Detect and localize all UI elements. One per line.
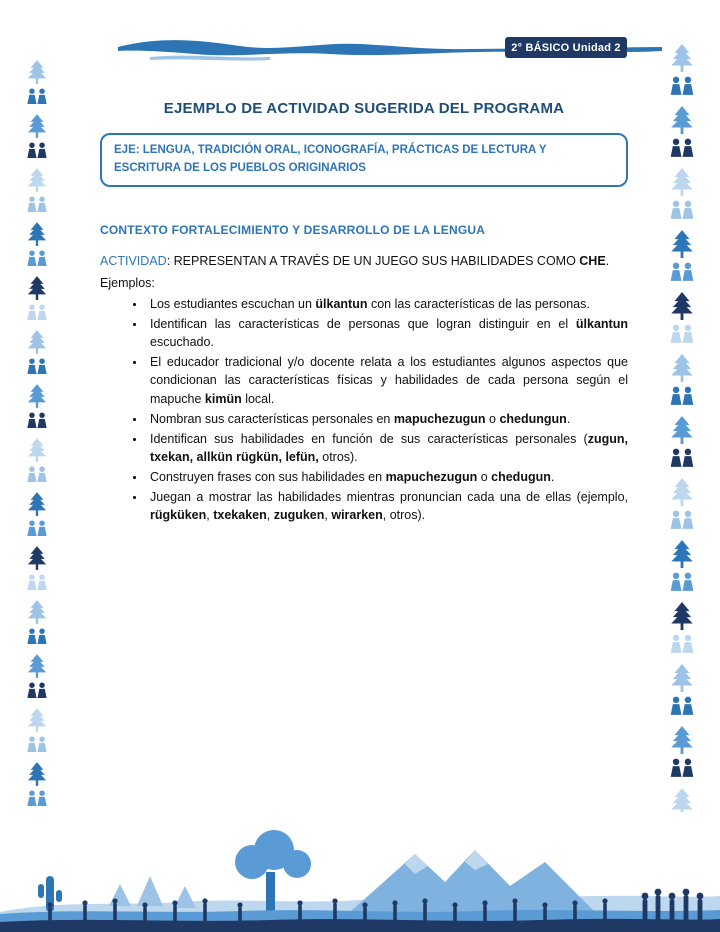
araucaria-tree-icon [669,478,695,506]
unit-badge: 2° BÁSICO Unidad 2 [505,37,627,58]
person-figures-icon [26,249,48,273]
person-figures-icon [669,695,695,723]
person-figures-icon [669,385,695,413]
text-segment: zugun, txekan, allkün rügkün, lefün, [150,431,628,464]
person-figures-icon [669,757,695,785]
araucaria-tree-icon [26,546,48,570]
person-figures-icon [26,195,48,219]
araucaria-tree-icon [26,222,48,246]
text-segment: . [605,253,610,268]
text-segment: otros). [318,449,358,464]
person-figures-icon [669,633,695,661]
text-segment: local. [241,391,275,406]
light-trees-icon [109,876,196,908]
text-segment: Construyen frases con sus habilidades en [150,470,386,484]
text-segment: escuchado. [150,335,214,350]
contexto-heading: CONTEXTO FORTALECIMIENTO Y DESARROLLO DE LA LENGUA [100,222,486,237]
person-figures-icon [669,137,695,165]
text-segment: , [206,508,214,523]
araucaria-tree-icon [26,168,48,192]
araucaria-tree-icon [26,492,48,516]
text-segment: kimün [204,391,242,406]
araucaria-tree-icon [669,664,695,692]
text-segment: , [324,508,332,523]
text-segment: Los estudiantes escuchan un [150,296,316,311]
activity-bullet [146,410,628,428]
text-segment: rügküken [150,508,207,523]
activity-bullet [146,488,628,524]
araucaria-tree-icon [669,540,695,568]
text-segment: o [485,411,500,426]
araucaria-tree-icon [669,168,695,196]
text-segment: : REPRESENTAN A TRAVÉS DE UN JUEGO SUS HABILIDADES COMO [166,253,580,268]
text-segment: con las características de las personas. [367,296,590,311]
text-segment: zuguken [273,508,325,523]
araucaria-tree-icon [26,384,48,408]
araucaria-tree-icon [669,788,695,812]
text-segment: mapuchezugun [393,411,486,426]
text-segment: chedungun [499,411,567,426]
person-figures-icon [26,303,48,327]
araucaria-tree-icon [669,230,695,258]
person-figures-icon [26,465,48,489]
bottom-landscape-ornament [0,814,720,932]
text-segment: txekaken [213,508,267,523]
araucaria-tree-icon [26,762,48,786]
text-segment: ülkantun [575,317,628,331]
person-figures-icon [669,509,695,537]
actividad-line [100,252,628,270]
person-figures-icon [669,261,695,289]
person-figures-icon [26,519,48,543]
araucaria-tree-icon [669,602,695,630]
araucaria-tree-icon [26,654,48,678]
text-segment: , [266,508,274,523]
right-ornament-border [666,44,698,812]
activity-bullet-list [100,295,628,525]
activity-bullet [146,295,628,313]
activity-bullet [146,468,628,486]
text-segment: wirarken [331,508,383,523]
araucaria-tree-icon [26,114,48,138]
araucaria-tree-icon [669,726,695,754]
araucaria-tree-icon [26,600,48,624]
navy-front-band-shape [0,919,720,932]
text-segment: . [566,411,571,426]
ejemplos-label: Ejemplos: [100,275,155,290]
text-segment: . [550,470,555,484]
eje-text: EJE: LENGUA, TRADICIÓN ORAL, ICONOGRAFÍA, PRÁCTICAS DE LECTURA Y ESCRITURA DE LOS PUEBLOS ORIGINARIOS [114,144,547,174]
text-segment: CHE [579,253,606,268]
text-segment: o [477,470,492,484]
mountains-icon [350,850,595,912]
person-figures-icon [669,199,695,227]
person-figures-icon [26,789,48,812]
araucaria-tree-icon [26,438,48,462]
top-wave-ornament [0,0,720,70]
text-segment: El educador tradicional y/o docente relata a los estudiantes algunos aspectos que condicionan las características físicas y habilidades de cada persona según el mapuche [150,355,628,406]
person-figures-icon [669,75,695,103]
main-content [100,100,628,526]
text-segment: Identifican sus habilidades en función de sus características personales ( [150,431,588,446]
araucaria-tree-icon [26,60,48,84]
person-figures-icon [669,571,695,599]
page-title: EJEMPLO DE ACTIVIDAD SUGERIDA DEL PROGRAMA [163,100,565,117]
text-segment: mapuchezugun [385,470,478,484]
person-figures-icon [26,573,48,597]
person-figures-icon [26,411,48,435]
person-figures-icon [26,681,48,705]
person-figures-icon [26,735,48,759]
araucaria-tree-icon [669,416,695,444]
person-figures-icon [669,447,695,475]
text-segment: Identifican las características de personas que logran distinguir en el [150,317,576,331]
activity-bullet [146,353,628,407]
text-segment: chedugun [491,470,551,484]
text-segment: , otros). [382,508,426,523]
eje-box [100,133,628,187]
person-figures-icon [26,141,48,165]
left-ornament-border [24,60,50,812]
araucaria-tree-icon [669,106,695,134]
tree-silhouette-icon [235,830,311,912]
person-figures-icon [26,627,48,651]
activity-bullet [146,315,628,351]
araucaria-tree-icon [26,276,48,300]
text-segment: ülkantun [315,296,368,311]
person-figures-icon [26,87,48,111]
araucaria-tree-icon [669,354,695,382]
person-figures-icon [26,357,48,381]
text-segment: Nombran sus características personales en [150,411,394,426]
text-segment: ACTIVIDAD [100,253,167,268]
araucaria-tree-icon [26,708,48,732]
person-figures-icon [669,323,695,351]
araucaria-tree-icon [26,330,48,354]
text-segment: Juegan a mostrar las habilidades mientras pronuncian cada una de ellas (ejemplo, [150,490,628,505]
araucaria-tree-icon [669,44,695,72]
araucaria-tree-icon [669,292,695,320]
activity-bullet [146,430,628,466]
